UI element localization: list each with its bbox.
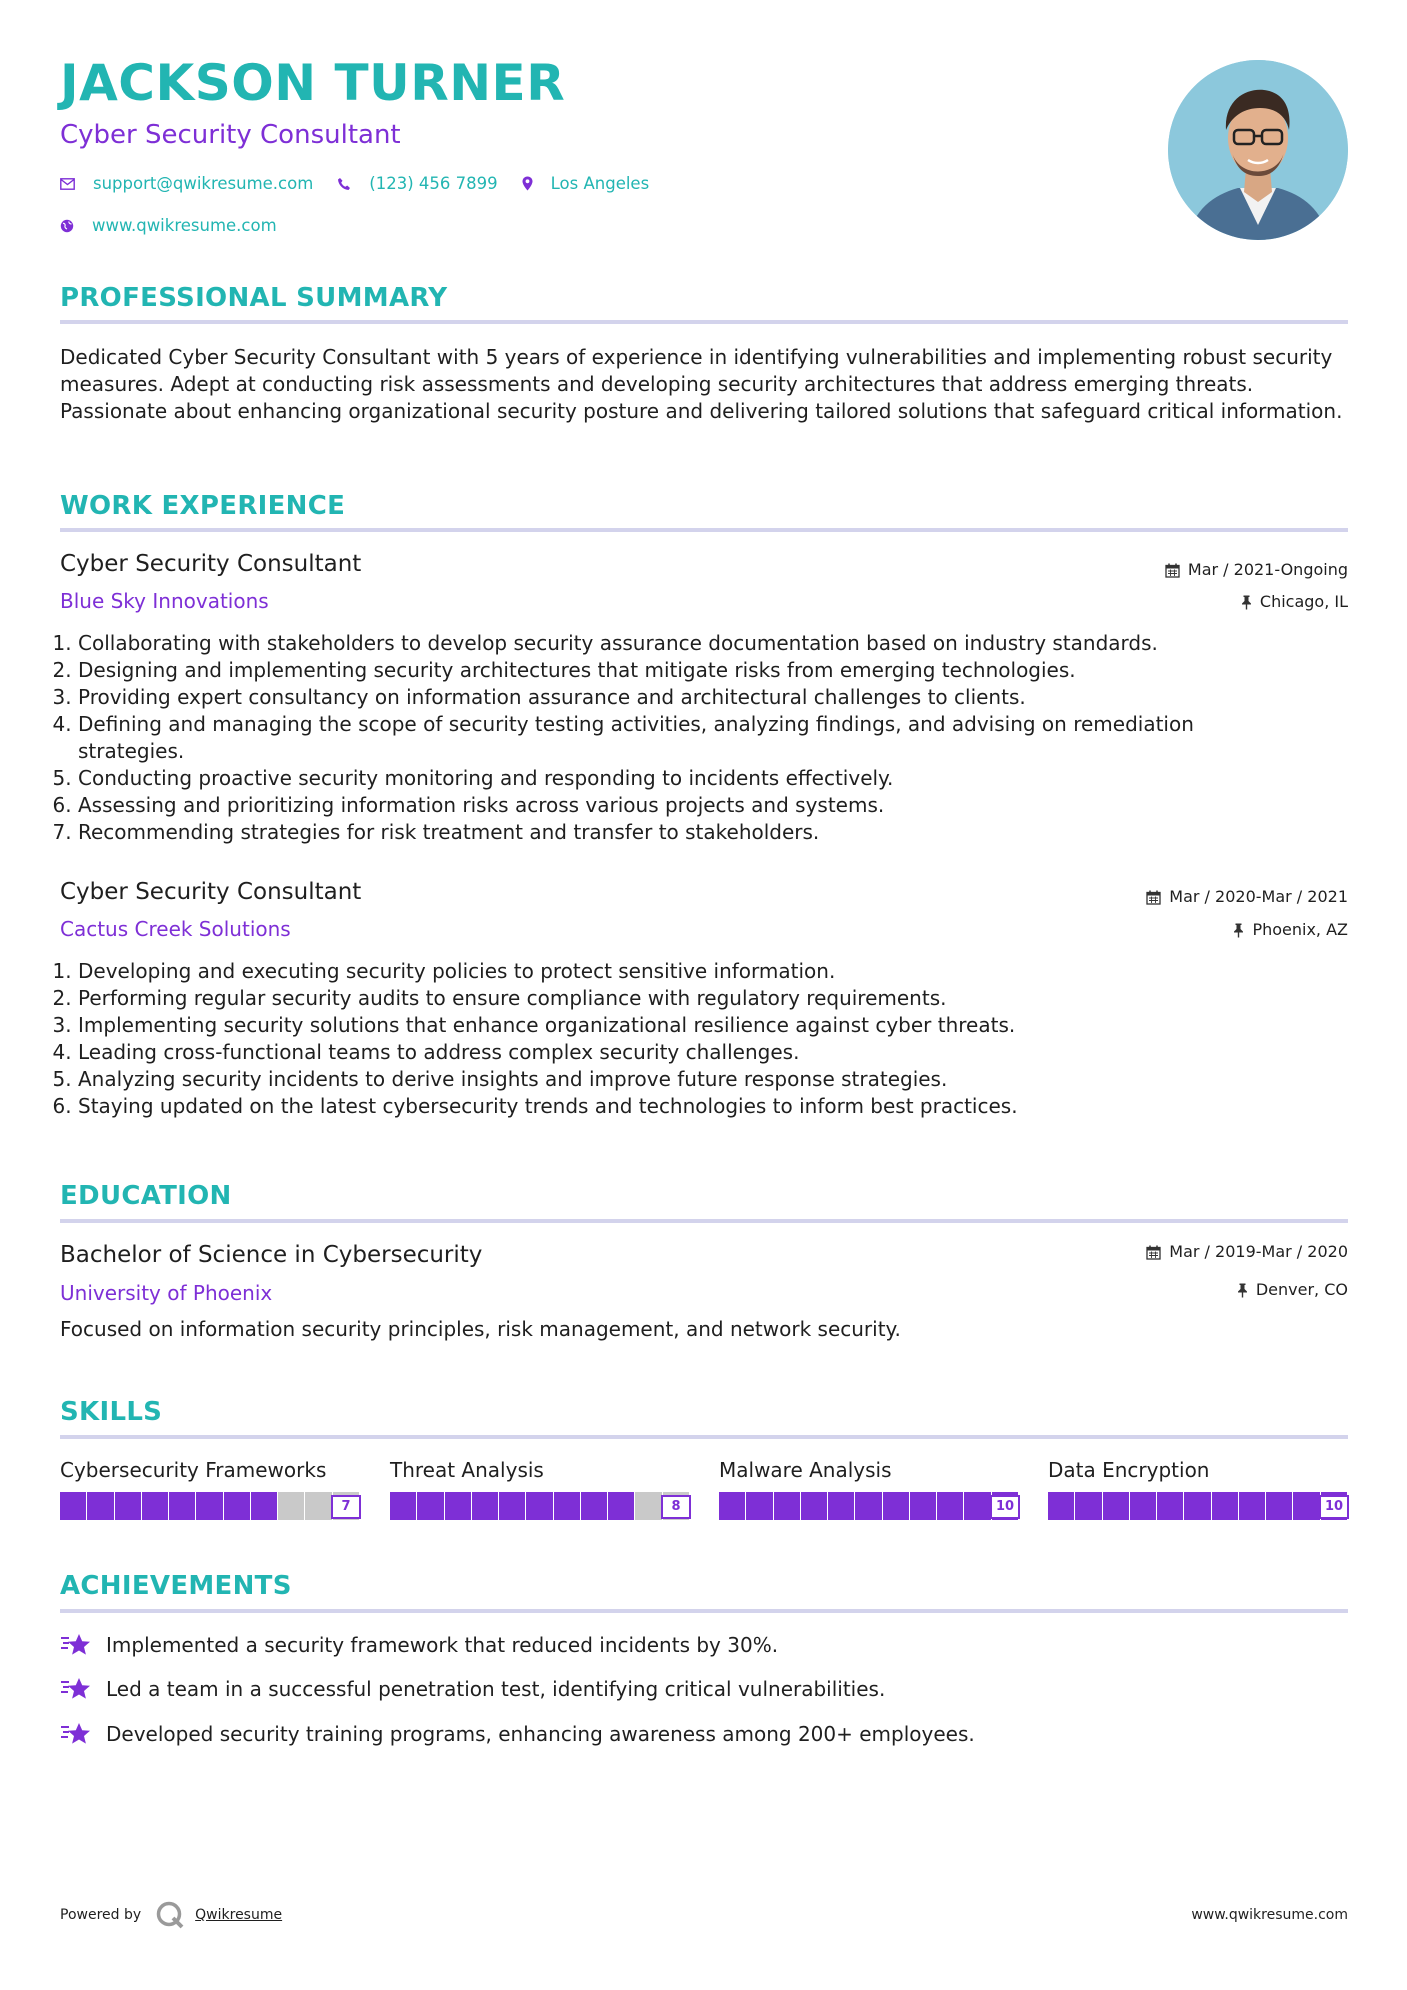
job-2-title: Cyber Security Consultant	[60, 879, 362, 905]
website-text: www.qwikresume.com	[92, 216, 277, 235]
skill-bar-segment	[554, 1492, 580, 1520]
skill-bar-segment	[472, 1492, 498, 1520]
skill-2	[719, 1458, 1019, 1514]
achievement-item	[60, 1676, 885, 1702]
calendar-icon	[1165, 563, 1180, 578]
skill-bar-segment	[937, 1492, 963, 1520]
contact-website[interactable]	[60, 216, 277, 235]
job-1-company: Blue Sky Innovations	[60, 589, 269, 613]
list-item: 1. Developing and executing security policies to protect sensitive information.	[78, 958, 1288, 985]
list-item: 2. Designing and implementing security architectures that mitigate risks from emerging technologies.	[78, 657, 1288, 684]
skill-bar-segment	[1157, 1492, 1183, 1520]
skill-3-bar	[1048, 1492, 1348, 1520]
qwikresume-logo-icon	[155, 1900, 185, 1930]
skill-2-label: Malware Analysis	[719, 1458, 892, 1482]
skill-bar-segment	[581, 1492, 607, 1520]
achievements-divider	[60, 1609, 1348, 1613]
location-text: Los Angeles	[550, 174, 650, 193]
skill-bar-segment	[526, 1492, 552, 1520]
profile-photo	[1168, 60, 1348, 240]
pushpin-icon	[1241, 595, 1252, 610]
skill-3-label: Data Encryption	[1048, 1458, 1210, 1482]
skill-bar-segment	[1184, 1492, 1210, 1520]
contact-email[interactable]	[60, 174, 313, 193]
skill-1	[390, 1458, 690, 1514]
skill-3	[1048, 1458, 1348, 1514]
skills-divider	[60, 1435, 1348, 1439]
job-2-dates	[1146, 889, 1348, 905]
list-item: 6. Assessing and prioritizing information risks across various projects and systems.	[78, 792, 1288, 819]
achievements-heading: ACHIEVEMENTS	[60, 1571, 292, 1601]
skill-bar-segment	[1130, 1492, 1156, 1520]
list-item: 5. Conducting proactive security monitoring and responding to incidents effectively.	[78, 765, 1288, 792]
skill-bar-segment	[305, 1492, 331, 1520]
contact-row-2	[60, 216, 301, 235]
skill-bar-segment	[87, 1492, 113, 1520]
calendar-icon	[1146, 1245, 1161, 1260]
skill-bar-segment	[855, 1492, 881, 1520]
list-item: 7. Recommending strategies for risk treatment and transfer to stakeholders.	[78, 819, 1288, 846]
resume-page	[60, 0, 1348, 1990]
skill-2-level: 10	[990, 1495, 1020, 1519]
pushpin-icon	[1237, 1283, 1248, 1298]
skill-bar-segment	[499, 1492, 525, 1520]
education-location-text: Denver, CO	[1255, 1280, 1348, 1299]
skill-3-level: 10	[1319, 1495, 1349, 1519]
email-text: support@qwikresume.com	[93, 174, 314, 193]
list-item: 1. Collaborating with stakeholders to develop security assurance documentation based on industry standards.	[78, 630, 1288, 657]
footer-powered-by	[60, 1900, 282, 1930]
skill-bar-segment	[278, 1492, 304, 1520]
job-1-dates-text: Mar / 2021-Ongoing	[1187, 560, 1348, 579]
skill-0-label: Cybersecurity Frameworks	[60, 1458, 327, 1482]
skill-bar-segment	[635, 1492, 661, 1520]
skill-bar-segment	[1048, 1492, 1074, 1520]
list-item: 4. Defining and managing the scope of security testing activities, analyzing findings, and advising on remediation strategies.	[78, 711, 1288, 765]
job-2-bullets	[60, 958, 1288, 1120]
summary-heading: PROFESSIONAL SUMMARY	[60, 283, 448, 313]
skill-bar-segment	[1212, 1492, 1238, 1520]
skill-bar-segment	[224, 1492, 250, 1520]
experience-divider	[60, 528, 1348, 532]
achievement-item	[60, 1721, 975, 1747]
achievement-text: Developed security training programs, enhancing awareness among 200+ employees.	[106, 1722, 975, 1746]
skill-bar-segment	[774, 1492, 800, 1520]
job-1-bullets	[60, 630, 1288, 846]
job-1-title: Cyber Security Consultant	[60, 551, 362, 577]
skill-bar-segment	[445, 1492, 471, 1520]
skill-bar-segment	[910, 1492, 936, 1520]
skill-bar-segment	[115, 1492, 141, 1520]
education-dates-text: Mar / 2019-Mar / 2020	[1169, 1242, 1348, 1261]
skill-1-bar	[390, 1492, 690, 1520]
skill-bar-segment	[1103, 1492, 1129, 1520]
skill-bar-segment	[801, 1492, 827, 1520]
skill-bar-segment	[719, 1492, 745, 1520]
skill-bar-segment	[251, 1492, 277, 1520]
skill-bar-segment	[964, 1492, 990, 1520]
skill-bar-segment	[390, 1492, 416, 1520]
list-item: 3. Implementing security solutions that enhance organizational resilience against cyber threats.	[78, 1012, 1288, 1039]
skill-bar-segment	[828, 1492, 854, 1520]
summary-text: Dedicated Cyber Security Consultant with 5 years of experience in identifying vulnerabilities and implementing robust security measures. Adept at conducting risk assessments and developing security architectures that address emerging threats. Passionate about enhancing organizational security posture and delivering tailored solutions that safeguard critical information.	[60, 345, 1343, 423]
skill-bar-segment	[608, 1492, 634, 1520]
qwikresume-link[interactable]: Qwikresume	[195, 1907, 283, 1923]
job-1-dates	[1165, 562, 1348, 578]
powered-by-text: Powered by	[60, 1907, 142, 1923]
contact-row-1	[60, 174, 673, 193]
phone-icon	[337, 177, 351, 191]
skill-bar-segment	[746, 1492, 772, 1520]
summary-divider	[60, 320, 1348, 324]
list-item: 6. Staying updated on the latest cybersecurity trends and technologies to inform best practices.	[78, 1093, 1288, 1120]
skill-0-bar	[60, 1492, 360, 1520]
list-item: 4. Leading cross-functional teams to address complex security challenges.	[78, 1039, 1288, 1066]
skill-bar-segment	[1239, 1492, 1265, 1520]
education-school: University of Phoenix	[60, 1281, 273, 1305]
skills-heading: SKILLS	[60, 1397, 163, 1427]
candidate-name: JACKSON TURNER	[60, 54, 566, 112]
skill-0	[60, 1458, 360, 1514]
skill-bar-segment	[1266, 1492, 1292, 1520]
job-1-location-text: Chicago, IL	[1259, 592, 1348, 611]
globe-icon	[60, 219, 74, 233]
star-icon	[60, 1721, 92, 1747]
map-pin-icon	[522, 176, 533, 191]
candidate-role: Cyber Security Consultant	[60, 120, 401, 150]
education-degree: Bachelor of Science in Cybersecurity	[60, 1242, 483, 1268]
job-2-location	[1233, 922, 1348, 938]
job-2-location-text: Phoenix, AZ	[1252, 920, 1348, 939]
skill-bar-segment	[60, 1492, 86, 1520]
education-dates	[1146, 1244, 1348, 1260]
contact-phone[interactable]	[337, 174, 497, 193]
skill-bar-segment	[169, 1492, 195, 1520]
education-description: Focused on information security principles, risk management, and network security.	[60, 1317, 901, 1341]
education-divider	[60, 1219, 1348, 1223]
star-icon	[60, 1676, 92, 1702]
skill-0-level: 7	[331, 1495, 361, 1519]
list-item: 3. Providing expert consultancy on information assurance and architectural challenges to clients.	[78, 684, 1288, 711]
list-item: 5. Analyzing security incidents to derive insights and improve future response strategies.	[78, 1066, 1288, 1093]
skill-bar-segment	[883, 1492, 909, 1520]
skill-bar-segment	[1075, 1492, 1101, 1520]
calendar-icon	[1146, 890, 1161, 905]
skill-1-label: Threat Analysis	[390, 1458, 544, 1482]
list-item: 2. Performing regular security audits to ensure compliance with regulatory requirements.	[78, 985, 1288, 1012]
envelope-icon	[60, 178, 75, 190]
education-heading: EDUCATION	[60, 1181, 232, 1211]
star-icon	[60, 1632, 92, 1658]
skill-2-bar	[719, 1492, 1019, 1520]
education-location	[1237, 1282, 1348, 1298]
job-1-location	[1241, 594, 1348, 610]
skill-1-level: 8	[661, 1495, 691, 1519]
skill-bar-segment	[142, 1492, 168, 1520]
experience-heading: WORK EXPERIENCE	[60, 491, 346, 521]
job-2-dates-text: Mar / 2020-Mar / 2021	[1169, 887, 1348, 906]
contact-location	[522, 174, 650, 193]
phone-text: (123) 456 7899	[369, 174, 498, 193]
pushpin-icon	[1233, 923, 1244, 938]
skill-bar-segment	[417, 1492, 443, 1520]
job-2-company: Cactus Creek Solutions	[60, 917, 291, 941]
footer-url[interactable]: www.qwikresume.com	[1191, 1907, 1348, 1923]
achievement-text: Implemented a security framework that reduced incidents by 30%.	[106, 1633, 779, 1657]
achievement-item	[60, 1632, 778, 1658]
achievement-text: Led a team in a successful penetration test, identifying critical vulnerabilities.	[106, 1677, 886, 1701]
skill-bar-segment	[196, 1492, 222, 1520]
skill-bar-segment	[1293, 1492, 1319, 1520]
